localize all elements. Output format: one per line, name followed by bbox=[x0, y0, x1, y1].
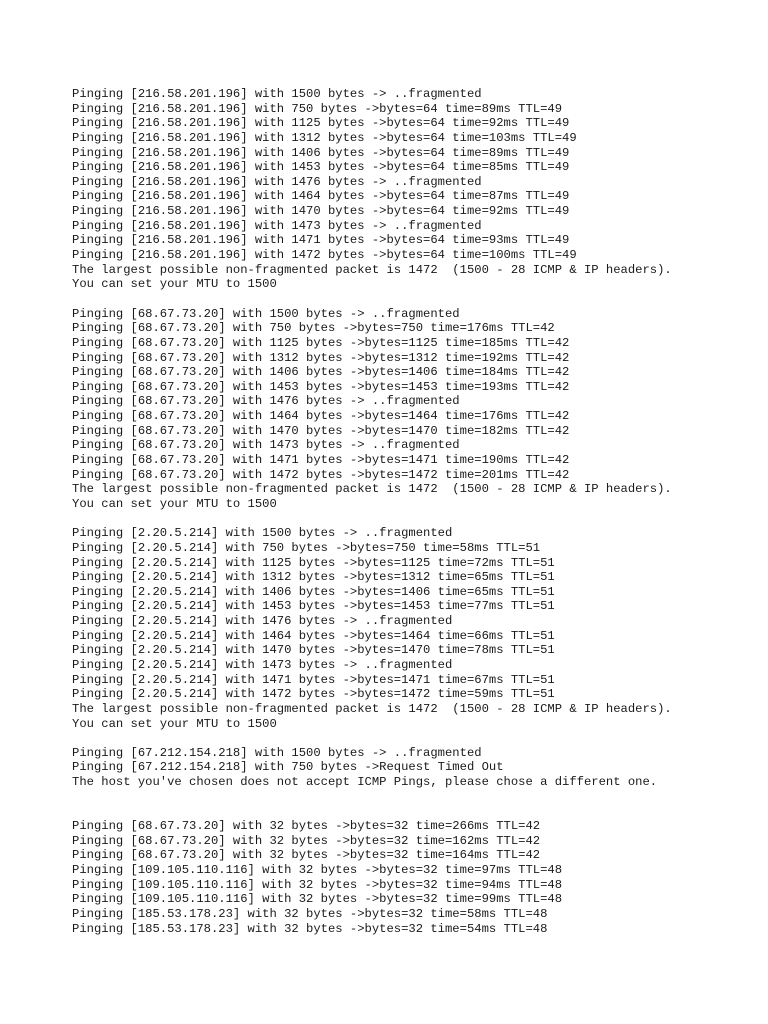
ping-result-line: Pinging [216.58.201.196] with 1473 bytes -> ..fragmented bbox=[72, 218, 482, 233]
ping-result-line: Pinging [68.67.73.20] with 32 bytes ->bytes=32 time=266ms TTL=42 bbox=[72, 819, 541, 834]
ping-result-line: Pinging [2.20.5.214] with 1473 bytes -> ..fragmented bbox=[72, 657, 453, 672]
ping-result-line: Pinging [2.20.5.214] with 1476 bytes -> ..fragmented bbox=[72, 614, 453, 629]
ping-result-line: Pinging [67.212.154.218] with 1500 bytes -> ..fragmented bbox=[72, 745, 482, 760]
ping-result-line: Pinging [2.20.5.214] with 1312 bytes ->bytes=1312 time=65ms TTL=51 bbox=[72, 570, 555, 585]
ping-result-line: Pinging [109.105.110.116] with 32 bytes ->bytes=32 time=94ms TTL=48 bbox=[72, 877, 563, 892]
ping-result-line: Pinging [68.67.73.20] with 32 bytes ->bytes=32 time=164ms TTL=42 bbox=[72, 848, 541, 863]
ping-result-line: Pinging [68.67.73.20] with 1500 bytes -> ..fragmented bbox=[72, 306, 460, 321]
ping-result-line: Pinging [109.105.110.116] with 32 bytes ->bytes=32 time=97ms TTL=48 bbox=[72, 862, 563, 877]
ping-result-line: Pinging [2.20.5.214] with 1470 bytes ->bytes=1470 time=78ms TTL=51 bbox=[72, 643, 555, 658]
ping-result-line: Pinging [185.53.178.23] with 32 bytes ->bytes=32 time=58ms TTL=48 bbox=[72, 906, 548, 921]
ping-result-line: Pinging [216.58.201.196] with 1500 bytes -> ..fragmented bbox=[72, 87, 482, 101]
largest-packet-summary: The largest possible non-fragmented packet is 1472 (1500 - 28 ICMP & IP headers). bbox=[72, 482, 672, 497]
ping-result-line: Pinging [216.58.201.196] with 1453 bytes ->bytes=64 time=85ms TTL=49 bbox=[72, 160, 570, 175]
ping-result-line: Pinging [68.67.73.20] with 1472 bytes ->bytes=1472 time=201ms TTL=42 bbox=[72, 467, 570, 482]
blank-line bbox=[72, 512, 672, 527]
blank-line bbox=[72, 804, 672, 819]
ping-result-line: Pinging [216.58.201.196] with 750 bytes ->bytes=64 time=89ms TTL=49 bbox=[72, 101, 563, 116]
ping-result-line: Pinging [216.58.201.196] with 1470 bytes ->bytes=64 time=92ms TTL=49 bbox=[72, 204, 570, 219]
ping-result-line: Pinging [2.20.5.214] with 1453 bytes ->bytes=1453 time=77ms TTL=51 bbox=[72, 599, 555, 614]
blank-line bbox=[72, 790, 672, 805]
ping-result-line: Pinging [216.58.201.196] with 1312 bytes ->bytes=64 time=103ms TTL=49 bbox=[72, 130, 577, 145]
mtu-recommendation: You can set your MTU to 1500 bbox=[72, 716, 277, 731]
ping-result-line: Pinging [2.20.5.214] with 1464 bytes ->bytes=1464 time=66ms TTL=51 bbox=[72, 628, 555, 643]
ping-result-line: Pinging [216.58.201.196] with 1471 bytes ->bytes=64 time=93ms TTL=49 bbox=[72, 233, 570, 248]
ping-result-line: Pinging [68.67.73.20] with 1471 bytes ->bytes=1471 time=190ms TTL=42 bbox=[72, 453, 570, 468]
mtu-recommendation: You can set your MTU to 1500 bbox=[72, 277, 277, 292]
ping-result-line: Pinging [2.20.5.214] with 750 bytes ->bytes=750 time=58ms TTL=51 bbox=[72, 540, 541, 555]
ping-result-line: Pinging [68.67.73.20] with 1125 bytes ->bytes=1125 time=185ms TTL=42 bbox=[72, 335, 570, 350]
blank-line bbox=[72, 292, 672, 307]
mtu-recommendation: You can set your MTU to 1500 bbox=[72, 496, 277, 511]
ping-result-line: Pinging [216.58.201.196] with 1476 bytes -> ..fragmented bbox=[72, 174, 482, 189]
ping-result-line: Pinging [67.212.154.218] with 750 bytes ->Request Timed Out bbox=[72, 760, 504, 775]
ping-result-line: Pinging [68.67.73.20] with 1470 bytes ->bytes=1470 time=182ms TTL=42 bbox=[72, 423, 570, 438]
ping-result-line: Pinging [68.67.73.20] with 1476 bytes -> ..fragmented bbox=[72, 394, 460, 409]
ping-result-line: Pinging [68.67.73.20] with 1464 bytes ->bytes=1464 time=176ms TTL=42 bbox=[72, 409, 570, 424]
ping-result-line: Pinging [109.105.110.116] with 32 bytes ->bytes=32 time=99ms TTL=48 bbox=[72, 892, 563, 907]
ping-result-line: Pinging [68.67.73.20] with 1453 bytes ->bytes=1453 time=193ms TTL=42 bbox=[72, 379, 570, 394]
blank-line bbox=[72, 731, 672, 746]
ping-result-line: Pinging [68.67.73.20] with 750 bytes ->bytes=750 time=176ms TTL=42 bbox=[72, 321, 555, 336]
ping-result-line: Pinging [2.20.5.214] with 1125 bytes ->bytes=1125 time=72ms TTL=51 bbox=[72, 555, 555, 570]
ping-result-line: Pinging [2.20.5.214] with 1472 bytes ->bytes=1472 time=59ms TTL=51 bbox=[72, 687, 555, 702]
ping-result-line: Pinging [68.67.73.20] with 32 bytes ->bytes=32 time=162ms TTL=42 bbox=[72, 833, 541, 848]
ping-result-line: Pinging [68.67.73.20] with 1406 bytes ->bytes=1406 time=184ms TTL=42 bbox=[72, 365, 570, 380]
ping-result-line: Pinging [68.67.73.20] with 1312 bytes ->bytes=1312 time=192ms TTL=42 bbox=[72, 350, 570, 365]
ping-result-line: Pinging [68.67.73.20] with 1473 bytes -> ..fragmented bbox=[72, 438, 460, 453]
ping-result-line: Pinging [185.53.178.23] with 32 bytes ->bytes=32 time=54ms TTL=48 bbox=[72, 921, 548, 936]
ping-result-line: Pinging [216.58.201.196] with 1406 bytes ->bytes=64 time=89ms TTL=49 bbox=[72, 145, 570, 160]
ping-result-line: Pinging [216.58.201.196] with 1464 bytes ->bytes=64 time=87ms TTL=49 bbox=[72, 189, 570, 204]
largest-packet-summary: The largest possible non-fragmented packet is 1472 (1500 - 28 ICMP & IP headers). bbox=[72, 701, 672, 716]
ping-result-line: Pinging [2.20.5.214] with 1500 bytes -> ..fragmented bbox=[72, 526, 453, 541]
ping-result-line: Pinging [2.20.5.214] with 1471 bytes ->bytes=1471 time=67ms TTL=51 bbox=[72, 672, 555, 687]
largest-packet-summary: The largest possible non-fragmented packet is 1472 (1500 - 28 ICMP & IP headers). bbox=[72, 262, 672, 277]
ping-result-line: Pinging [216.58.201.196] with 1125 bytes ->bytes=64 time=92ms TTL=49 bbox=[72, 116, 570, 131]
ping-output-text bbox=[72, 87, 672, 936]
ping-result-line: Pinging [216.58.201.196] with 1472 bytes ->bytes=64 time=100ms TTL=49 bbox=[72, 248, 577, 263]
ping-result-line: Pinging [2.20.5.214] with 1406 bytes ->bytes=1406 time=65ms TTL=51 bbox=[72, 584, 555, 599]
host-error-message: The host you've chosen does not accept ICMP Pings, please chose a different one. bbox=[72, 775, 658, 790]
